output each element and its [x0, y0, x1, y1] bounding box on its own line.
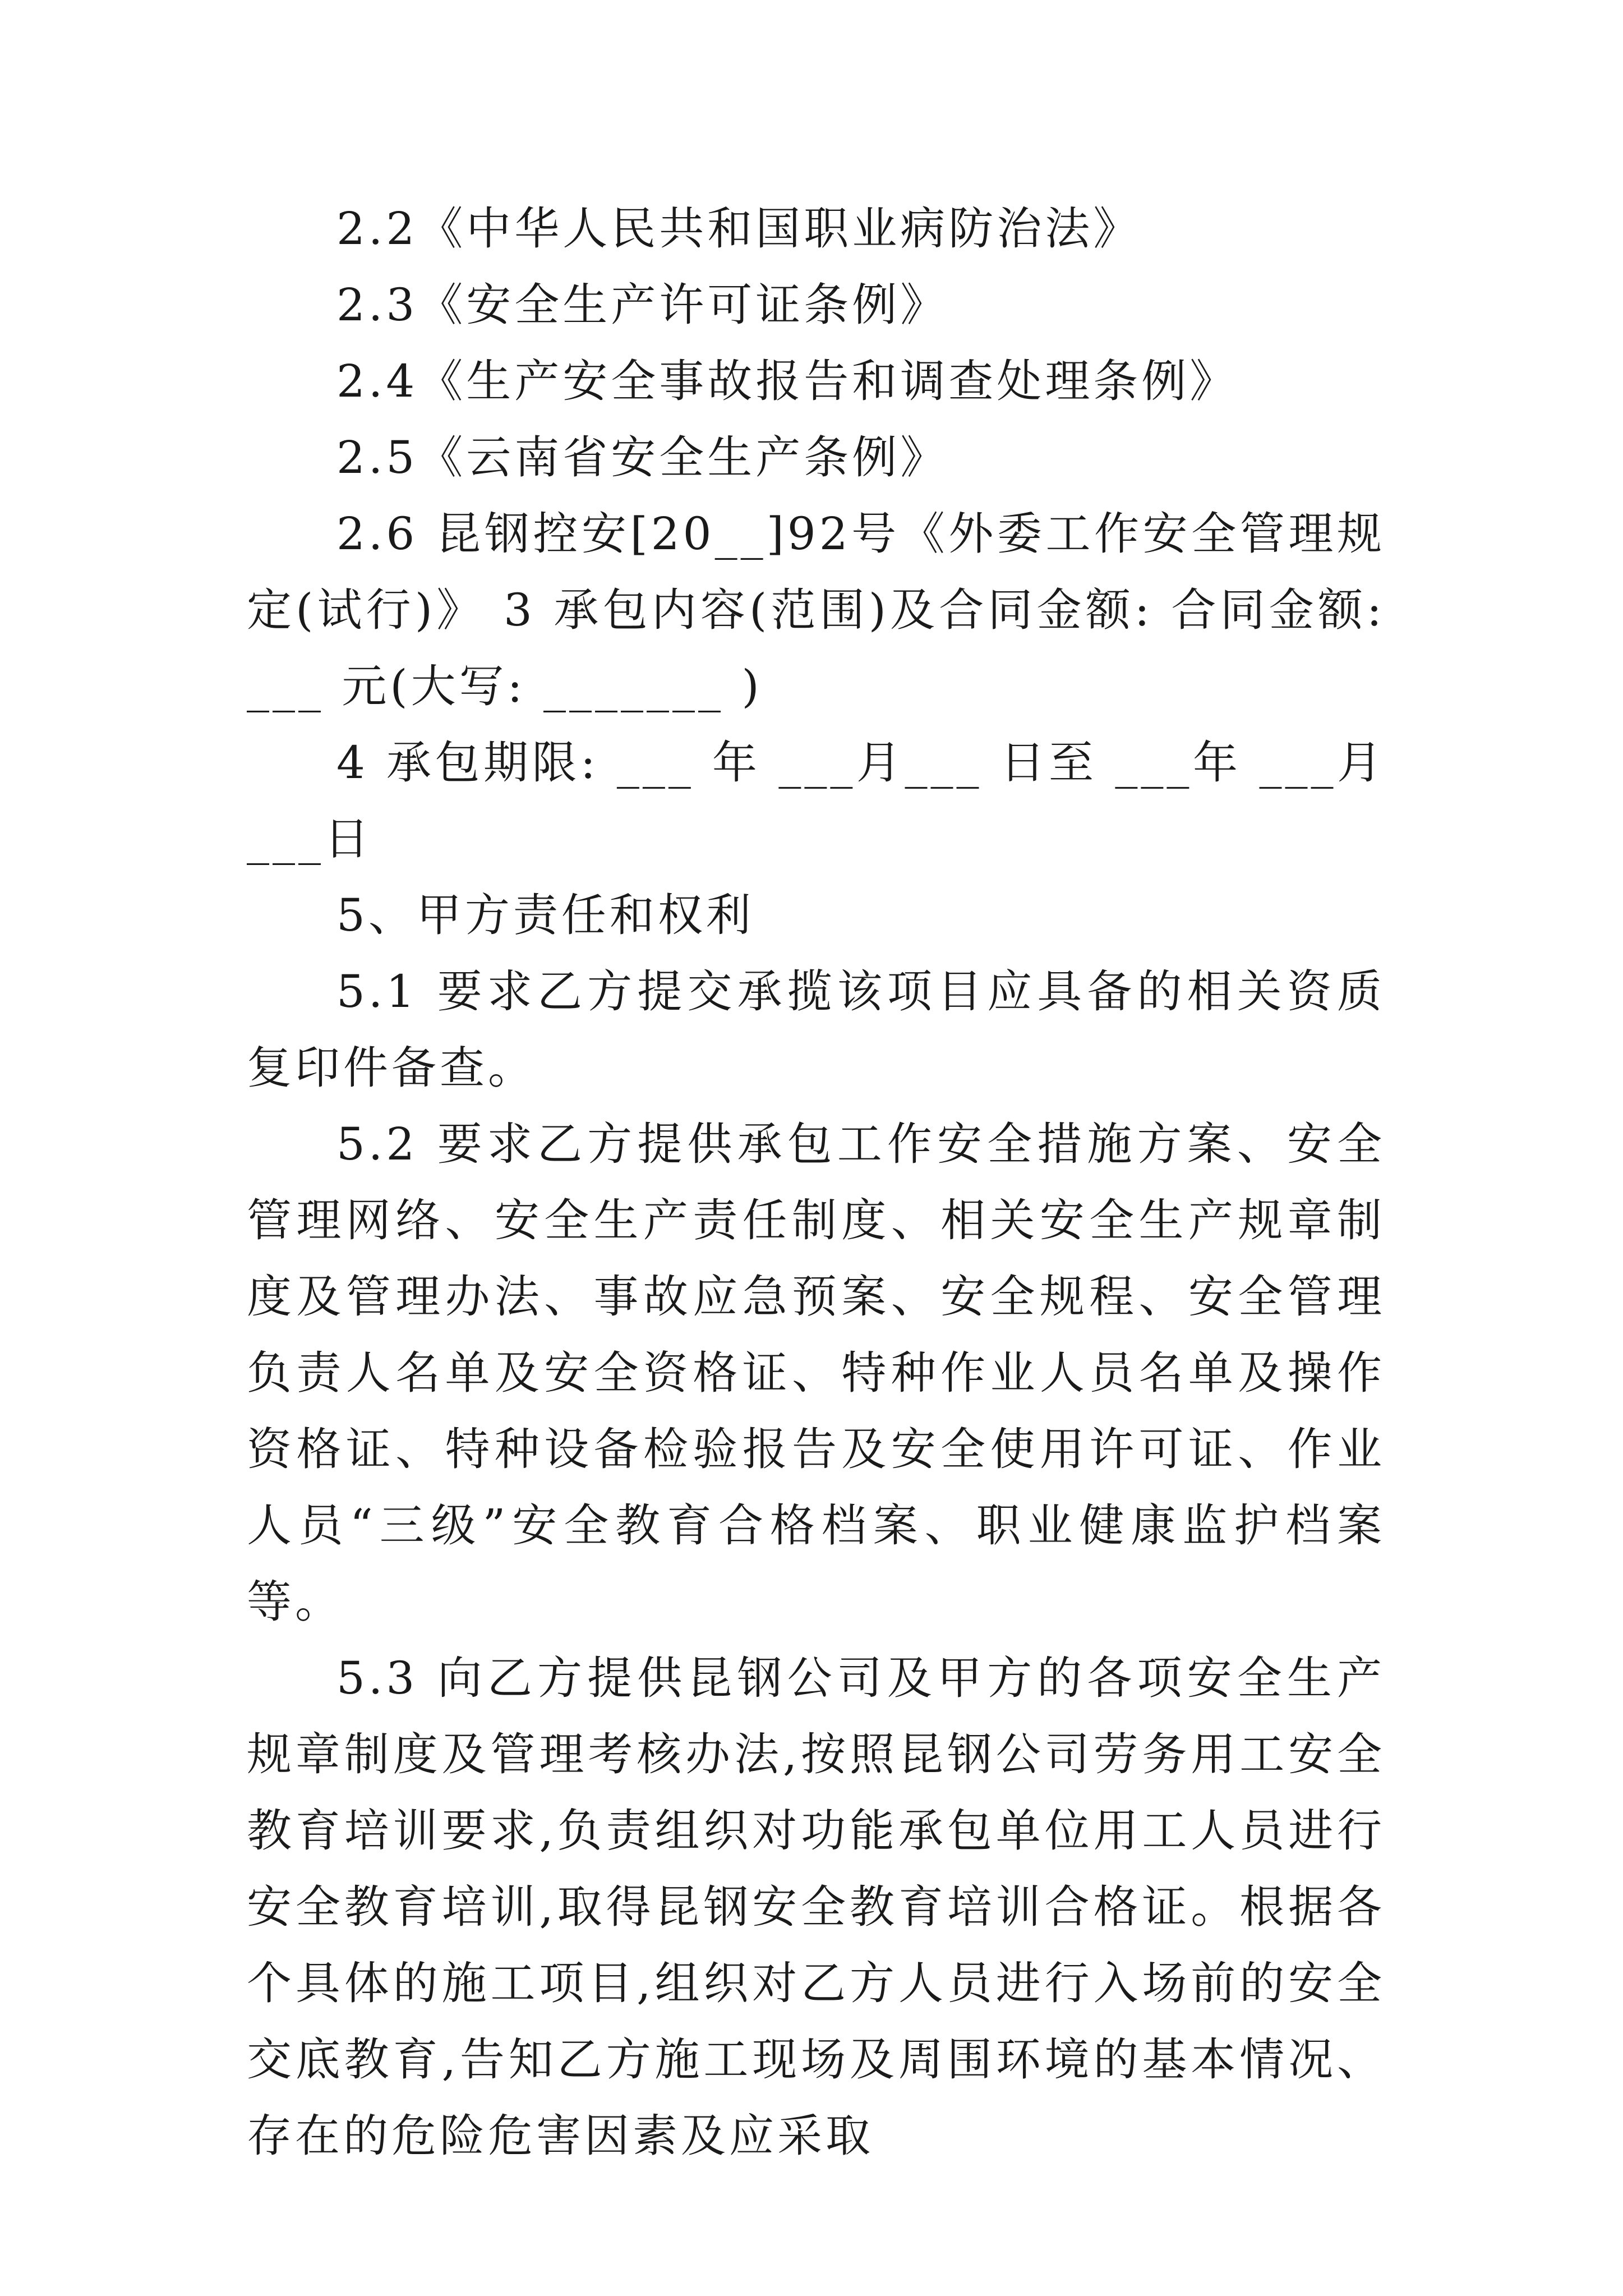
clause-2-4: 2.4《生产安全事故报告和调查处理条例》: [336, 355, 1238, 407]
clause-5-3: 5.3 向乙方提供昆钢公司及甲方的各项安全生产规章制度及管理考核办法,按照昆钢公司劳务用工安全教育培训要求,负责组织对功能承包单位用工人员进行安全教育培训,取得昆钢安全教育培训合格证。根据各个具体的施工项目,组织对乙方人员进行入场前的安全交底教育,告知乙方施工现场及周围环境的基本情况、存在的危险危害因素及应采取: [247, 1652, 1385, 2162]
clause-2-6-and-3-contract-amount: 2.6 昆钢控安[20__]92号《外委工作安全管理规定(试行)》 3 承包内容(范围)及合同金额: 合同金额: ___ 元(大写: _______ ): [247, 508, 1385, 712]
clause-2-3: 2.3《安全生产许可证条例》: [336, 279, 949, 331]
document-body: [247, 191, 1385, 2174]
section-5-heading: 5、甲方责任和权利: [336, 889, 754, 941]
clause-5-1: 5.1 要求乙方提交承揽该项目应具备的相关资质复印件备查。: [247, 965, 1385, 1094]
clause-2-5: 2.5《云南省安全生产条例》: [336, 431, 949, 484]
clause-5-2: 5.2 要求乙方提供承包工作安全措施方案、安全管理网络、安全生产责任制度、相关安全生产规章制度及管理办法、事故应急预案、安全规程、安全管理负责人名单及安全资格证、特种作业人员名单及操作资格证、特种设备检验报告及安全使用许可证、作业人员“三级”安全教育合格档案、职业健康监护档案等。: [247, 1118, 1385, 1628]
clause-4-contract-period: 4 承包期限: ___ 年 ___月___ 日至 ___年 ___月 ___日: [247, 737, 1385, 865]
clause-2-2: 2.2《中华人民共和国职业病防治法》: [336, 203, 1142, 255]
